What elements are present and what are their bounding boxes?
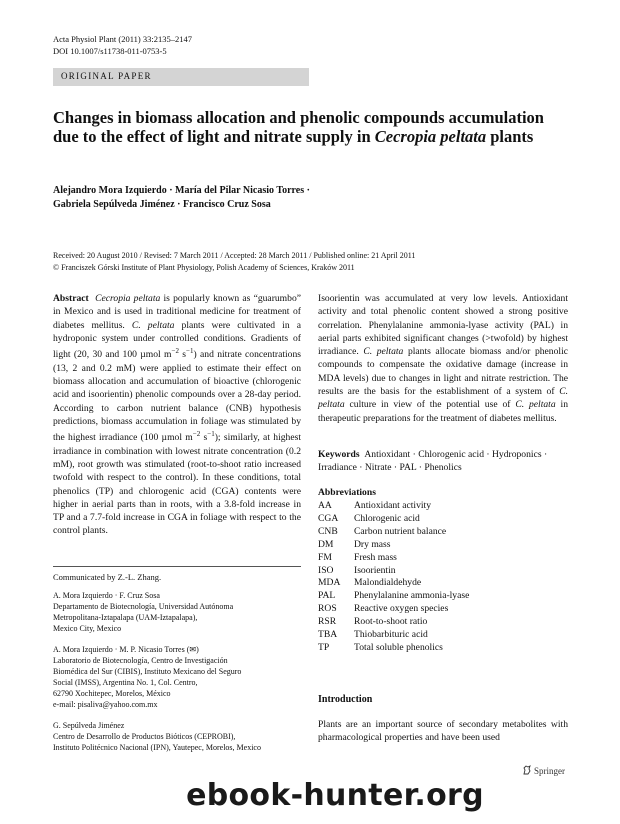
introduction-heading: Introduction bbox=[318, 694, 373, 705]
abbreviation-row bbox=[318, 552, 469, 565]
affiliation-line: Centro de Desarrollo de Productos Bióticos (CEPROBI), bbox=[53, 732, 236, 741]
abbreviation-definition: Isoorientin bbox=[354, 564, 396, 576]
abbreviation-term: FM bbox=[318, 551, 332, 563]
affiliation-3 bbox=[53, 720, 301, 753]
affiliation-2 bbox=[53, 644, 301, 710]
abbreviation-row bbox=[318, 513, 469, 526]
affiliation-line: Laboratorio de Biotecnología, Centro de Investigación bbox=[53, 656, 228, 665]
journal-citation: Acta Physiol Plant (2011) 33:2135–2147 bbox=[53, 34, 192, 44]
title-text-end: plants bbox=[486, 127, 534, 146]
abbreviation-term: RSR bbox=[318, 616, 337, 628]
publisher-logo bbox=[522, 765, 565, 776]
abbreviation-definition: Malondialdehyde bbox=[354, 577, 422, 589]
abbreviation-term: PAL bbox=[318, 590, 336, 602]
author-list bbox=[53, 184, 573, 212]
abbreviation-row bbox=[318, 616, 469, 629]
abstract-left-column bbox=[53, 292, 301, 538]
abbreviation-definition: Carbon nutrient balance bbox=[354, 525, 447, 537]
abbreviation-row bbox=[318, 590, 469, 603]
publisher-name: Springer bbox=[534, 766, 565, 776]
abbreviation-definition: Total soluble phenolics bbox=[354, 641, 443, 653]
abbreviation-term: MDA bbox=[318, 577, 341, 589]
abbreviation-row bbox=[318, 526, 469, 539]
affiliation-authors: A. Mora Izquierdo · M. P. Nicasio Torres (✉) bbox=[53, 645, 199, 654]
abbreviation-row bbox=[318, 539, 469, 552]
affiliation-line: Social (IMSS), Argentina No. 1, Col. Centro, bbox=[53, 678, 198, 687]
abbreviation-term: TBA bbox=[318, 629, 338, 641]
affiliation-line: Mexico City, Mexico bbox=[53, 624, 122, 633]
abstract-right-column bbox=[318, 292, 568, 425]
abbreviation-row bbox=[318, 642, 469, 655]
abstract-heading: Abstract bbox=[53, 293, 89, 304]
abbreviation-term: TP bbox=[318, 641, 330, 653]
abbreviation-definition: Thiobarbituric acid bbox=[354, 629, 428, 641]
affiliation-line: 62790 Xochitepec, Morelos, México bbox=[53, 689, 171, 698]
title-species: Cecropia peltata bbox=[374, 127, 487, 146]
authors-line-1: Alejandro Mora Izquierdo · María del Pilar Nicasio Torres · bbox=[53, 185, 310, 196]
abbreviation-row bbox=[318, 565, 469, 578]
journal-header bbox=[53, 34, 192, 57]
abbreviation-definition: Reactive oxygen species bbox=[354, 603, 449, 615]
abstract-continued: Isoorientin was accumulated at very low levels. Antioxidant activity and total phenolic content showed a strong positive correlation. Phenylalanine ammonia-lyase activity (PAL) in aerial parts exhibited significant changes (>twofold) by highest irradiance. C. peltata plants allocate biomass and/or phenolic compounds to compensate the oxidative damage (increase in MDA levels) due to changes in light and nitrate restriction. The results are the basis for the establishment of a system of C. peltata culture in view of the potential use of C. peltata in therapeutic preparations for the treatment of diabetes mellitus. bbox=[318, 293, 568, 424]
abbreviation-row bbox=[318, 629, 469, 642]
abbreviation-row bbox=[318, 500, 469, 513]
abbreviation-definition: Fresh mass bbox=[354, 551, 397, 563]
affiliation-authors: A. Mora Izquierdo · F. Cruz Sosa bbox=[53, 591, 160, 600]
doi: DOI 10.1007/s11738-011-0753-5 bbox=[53, 45, 167, 56]
abbreviation-term: CGA bbox=[318, 512, 339, 524]
abbreviation-term: AA bbox=[318, 500, 332, 511]
abbreviation-definition: Root-to-shoot ratio bbox=[354, 616, 428, 628]
keywords-heading: Keywords bbox=[318, 449, 360, 460]
affiliation-line: Biomédica del Sur (CIBIS), Instituto Mexicano del Seguro bbox=[53, 667, 242, 676]
abbreviation-row bbox=[318, 603, 469, 616]
affiliation-authors: G. Sepúlveda Jiménez bbox=[53, 721, 125, 730]
keywords-list: Antioxidant · Chlorogenic acid · Hydroponics · Irradiance · Nitrate · PAL · Phenolics bbox=[318, 449, 548, 474]
abbreviation-term: ROS bbox=[318, 603, 337, 615]
abbreviation-row bbox=[318, 577, 469, 590]
publication-dates bbox=[53, 250, 573, 273]
abbreviation-definition: Antioxidant activity bbox=[354, 500, 432, 511]
section-label: ORIGINAL PAPER bbox=[61, 71, 152, 81]
contact-email: e-mail: pisaliva@yahoo.com.mx bbox=[53, 700, 158, 709]
abbreviation-definition: Dry mass bbox=[354, 538, 391, 550]
keywords bbox=[318, 448, 568, 475]
abstract-text: Abstract Cecropia peltata is popularly known as “guarumbo” in Mexico and is used in traditional medicine for treatment of diabetes mellitus. C. peltata plants were cultivated in a hydroponic system under controlled conditions. Gradients of light (20, 30 and 100 µmol $m^{-2}$ $s^{-1}$) and nitrate concentrations (13, 2 and 0.2 mM) were applied to estimate their effect on biomass allocation and accumulation of bioactive (chlorogenic acid and isoorientin) phenolic compounds over a 28-day period. According to carbon nutrient balance (CNB) hypothesis predictions, biomass accumulation in foliage was stimulated by the highest irradiance (100 µmol $m^{-2}$ $s^{-1}$); similarly, at highest irradiance in combination with lowest nitrate concentration (0.2 mM), root growth was stimulated (root-to-shoot ratio increased twofold with respect to the control). In these conditions, total phenolics (TP) and chlorogenic acid (CGA) contents were higher in aerial parts than in roots, with a 3.8-fold increase in TP and a 7.7-fold increase in CGA in foliage with respect to the control plants. bbox=[53, 293, 301, 537]
affiliation-1 bbox=[53, 590, 301, 634]
abbreviation-term: CNB bbox=[318, 525, 338, 537]
abbreviation-term: ISO bbox=[318, 564, 334, 576]
affiliation-line: Instituto Politécnico Nacional (IPN), Yautepec, Morelos, Mexico bbox=[53, 743, 261, 752]
paper-title bbox=[53, 108, 553, 146]
watermark-text: ebook-hunter.org bbox=[186, 778, 484, 813]
affiliation-line: Metropolitana-Iztapalapa (UAM-Iztapalapa), bbox=[53, 613, 198, 622]
abbreviation-definition: Chlorogenic acid bbox=[354, 512, 420, 524]
introduction-text: Plants are an important source of secondary metabolites with pharmacological properties and have been used bbox=[318, 719, 568, 744]
abbreviations-heading: Abbreviations bbox=[318, 487, 376, 498]
affiliation-line: Departamento de Biotecnología, Universidad Autónoma bbox=[53, 602, 234, 611]
section-label-bar bbox=[53, 68, 309, 86]
springer-horse-icon bbox=[522, 765, 532, 775]
copyright-line: © Franciszek Górski Institute of Plant Physiology, Polish Academy of Sciences, Kraków 2011 bbox=[53, 262, 355, 272]
abbreviation-definition: Phenylalanine ammonia-lyase bbox=[354, 590, 470, 602]
abbreviations-table bbox=[318, 500, 469, 655]
title-text: Changes in biomass allocation and phenolic compounds accumulation due to the effect of light and nitrate supply in bbox=[53, 108, 544, 146]
abbreviation-term: DM bbox=[318, 538, 334, 550]
communicated-by: Communicated by Z.-L. Zhang. bbox=[53, 566, 301, 582]
authors-line-2: Gabriela Sepúlveda Jiménez · Francisco Cruz Sosa bbox=[53, 199, 271, 210]
dates-line: Received: 20 August 2010 / Revised: 7 March 2011 / Accepted: 28 March 2011 / Published online: 21 April 2011 bbox=[53, 251, 416, 260]
